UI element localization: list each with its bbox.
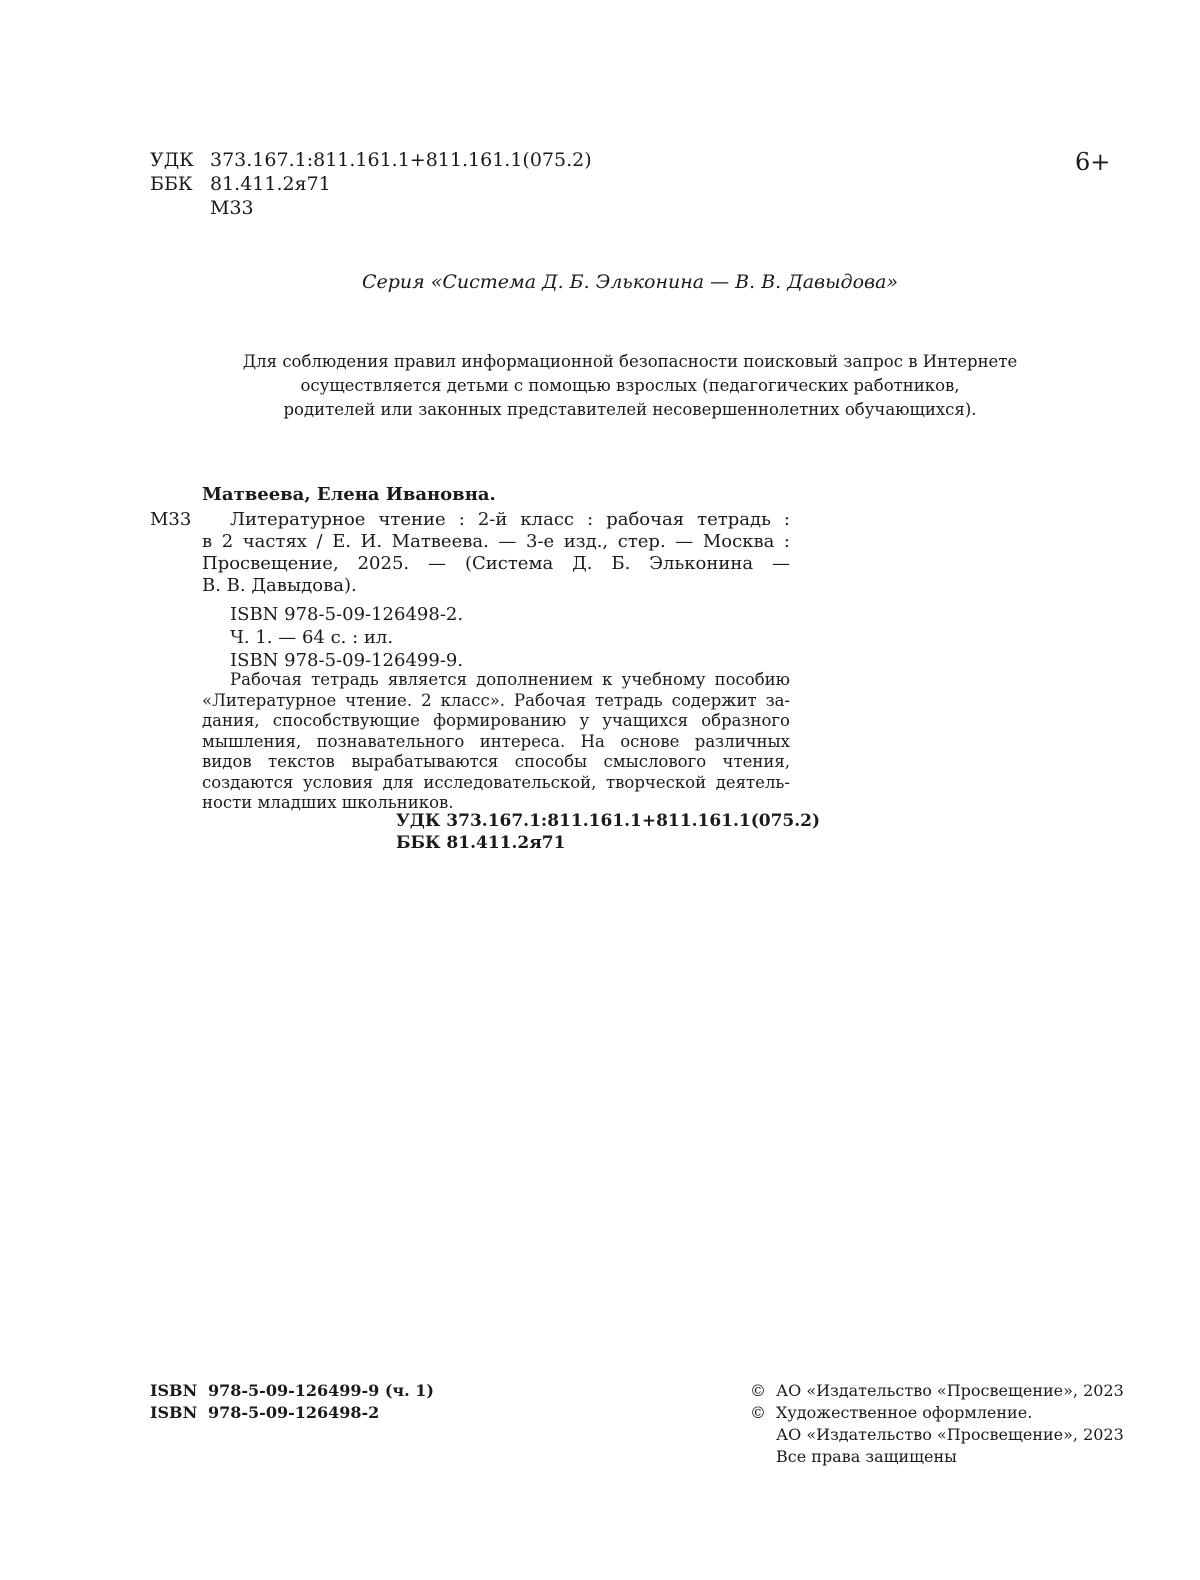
abstract-line: Рабочая тетрадь является дополнением к учебному пособию xyxy=(230,670,790,689)
copyright-2b: АО «Издательство «Просвещение», 2023 xyxy=(776,1425,1124,1444)
card-description xyxy=(202,509,790,597)
copyright-2: Художественное оформление. xyxy=(776,1403,1033,1422)
footer-isbn xyxy=(150,1380,434,1424)
udk-label: УДК xyxy=(150,149,194,171)
footer-copyright xyxy=(750,1380,1124,1468)
notice-line: родителей или законных представителей несовершеннолетних обучающихся). xyxy=(283,400,977,419)
isbn-part: ISBN 978-5-09-126499-9. xyxy=(230,650,464,671)
abstract-line: «Литературное чтение. 2 класс». Рабочая тетрадь содержит за- xyxy=(202,690,790,710)
classification-codes xyxy=(150,148,592,220)
description-line: В. В. Давыдова). xyxy=(202,575,357,596)
isbn-label: ISBN xyxy=(150,1403,198,1422)
copyright-icon: © xyxy=(750,1403,766,1422)
card-udk: УДК 373.167.1:811.161.1+811.161.1(075.2) xyxy=(396,811,821,831)
notice-line: Для соблюдения правил информационной безопасности поисковый запрос в Интернете xyxy=(242,352,1018,371)
part-info: Ч. 1. — 64 с. : ил. xyxy=(230,627,394,648)
description-line: Литературное чтение : 2-й класс : рабочая тетрадь : xyxy=(230,509,790,530)
description-line: Просвещение, 2025. — (Система Д. Б. Эльконина — xyxy=(202,553,790,574)
abstract-line: ности младших школьников. xyxy=(202,793,454,812)
card-isbn-block xyxy=(230,604,463,673)
abstract-line: дания, способствующие формированию у учащихся образного xyxy=(202,711,790,730)
bbk-value: 81.411.2я71 xyxy=(210,173,331,195)
rights-reserved: Все права защищены xyxy=(776,1447,957,1466)
card-mark: М33 xyxy=(150,509,192,530)
safety-notice xyxy=(200,350,1060,422)
author-mark: М33 xyxy=(210,197,254,219)
series-title: Серия «Система Д. Б. Эльконина — В. В. Давыдова» xyxy=(361,271,899,293)
copyright-1: АО «Издательство «Просвещение», 2023 xyxy=(776,1381,1124,1400)
isbn-set: ISBN 978-5-09-126498-2. xyxy=(230,604,464,625)
abstract-line: создаются условия для исследовательской, творческой деятель- xyxy=(202,772,790,792)
age-rating: 6+ xyxy=(1075,148,1111,176)
card-index-codes xyxy=(396,810,820,854)
bbk-label: ББК xyxy=(150,173,193,195)
description-line: в 2 частях / Е. И. Матвеева. — 3-е изд., стер. — Москва : xyxy=(202,531,790,552)
card-author: Матвеева, Елена Ивановна. xyxy=(202,484,496,505)
card-bbk: ББК 81.411.2я71 xyxy=(396,833,566,853)
abstract-line: мышления, познавательного интереса. На основе различных xyxy=(202,731,790,751)
abstract-line: видов текстов вырабатываются способы смыслового чтения, xyxy=(202,752,790,771)
copyright-icon: © xyxy=(750,1381,766,1400)
notice-line: осуществляется детьми с помощью взрослых (педагогических работников, xyxy=(300,376,960,395)
udk-value: 373.167.1:811.161.1+811.161.1(075.2) xyxy=(210,149,592,171)
isbn-2: 978-5-09-126498-2 xyxy=(208,1403,380,1422)
isbn-label: ISBN xyxy=(150,1381,198,1400)
card-abstract xyxy=(202,670,790,814)
isbn-1: 978-5-09-126499-9 (ч. 1) xyxy=(208,1381,434,1400)
